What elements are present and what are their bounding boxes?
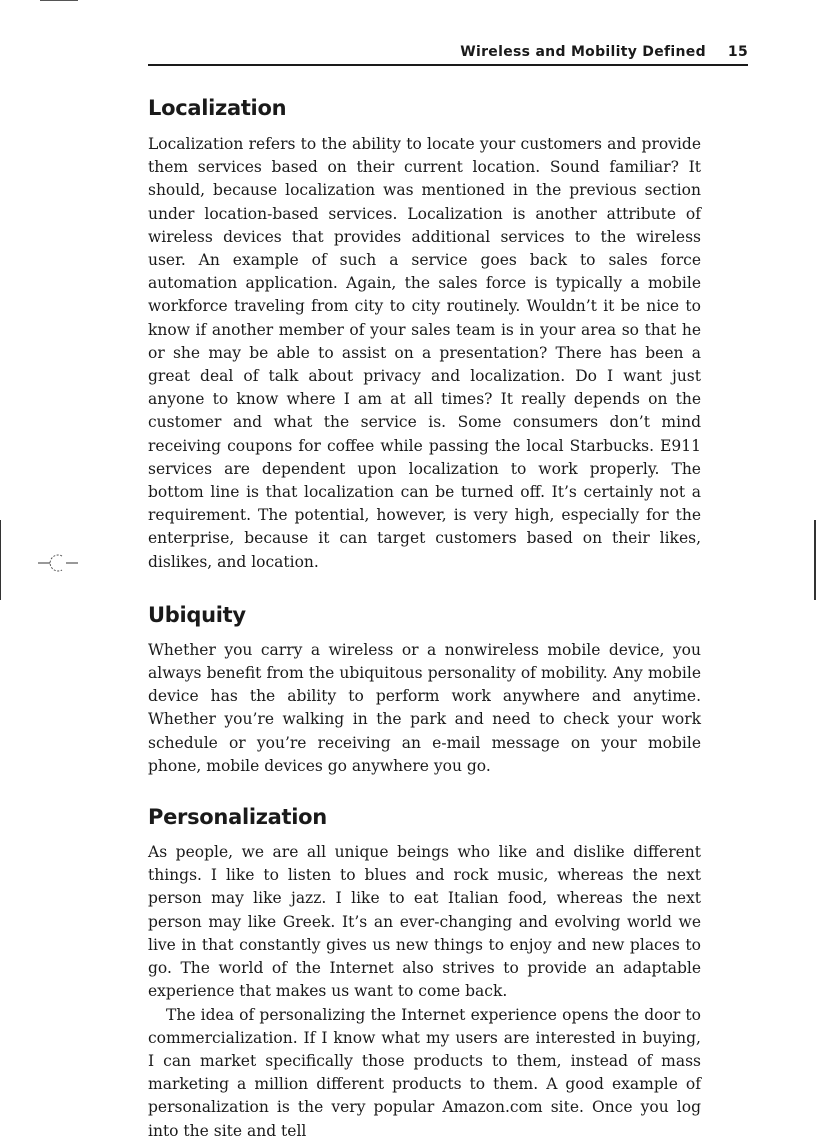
running-title: Wireless and Mobility Defined [460, 44, 706, 60]
header-rule [148, 64, 748, 66]
section-heading: Localization [148, 96, 287, 120]
body-paragraph: Whether you carry a wireless or a nonwireless mobile device, you always benefit from the ubiquitous personality of mobility. Any mobile device has the ability to perform work anywhere and anytime. Whether you’re walking in the park and need to check your work schedule or you’re receiving an e-mail message on your mobile phone, mobile devices go anywhere you go. [148, 640, 701, 775]
body-content [148, 93, 701, 1143]
section-heading: Ubiquity [148, 602, 246, 627]
registration-mark-icon [36, 551, 80, 575]
section-localization [148, 93, 701, 574]
crop-mark-top [40, 0, 78, 1]
body-paragraph: The idea of personalizing the Internet experience opens the door to commercialization. If I know what my users are interested in buying, I can market specifically those products to them, instead of mass marketing a million different products to them. A good example of personalization is the very popular Amazon.com site. Once you log into the site and tell [148, 1005, 701, 1140]
crop-mark-left [0, 520, 1, 600]
page-number: 15 [727, 44, 748, 60]
body-paragraph: Localization refers to the ability to locate your customers and provide them services based on their current location. Sound familiar? It should, because localization was mentioned in the previous section under location-based services. Localization is another attribute of wireless devices that provides additional services to the wireless user. An example of such a service goes back to sales force automation application. Again, the sales force is typically a mobile workforce traveling from city to city routinely. Wouldn’t it be nice to know if another member of your sales team is in your area so that he or she may be able to assist on a presentation? There has been a great deal of talk about privacy and localization. Do I want just anyone to know where I am at all times? It really depends on the customer and what the service is. Some consumers don’t mind receiving coupons for coffee while passing the local Starbucks. E911 services are dependent upon localization to work properly. The bottom line is that localization can be turned off. It’s certainly not a requirement. The potential, however, is very high, especially for the enterprise, because it can target customers based on their likes, dislikes, and location. [148, 135, 701, 571]
section-personalization [148, 802, 701, 1143]
running-header [148, 44, 748, 64]
section-ubiquity [148, 600, 701, 778]
body-paragraph: As people, we are all unique beings who like and dislike different things. I like to listen to blues and rock music, whereas the next person may like jazz. I like to eat Italian food, whereas the next person may like Greek. It’s an ever-changing and evolving world we live in that constantly gives us new things to enjoy and new places to go. The world of the Internet also strives to provide an adaptable experience that makes us want to come back. [148, 843, 701, 1001]
section-heading: Personalization [148, 805, 327, 830]
